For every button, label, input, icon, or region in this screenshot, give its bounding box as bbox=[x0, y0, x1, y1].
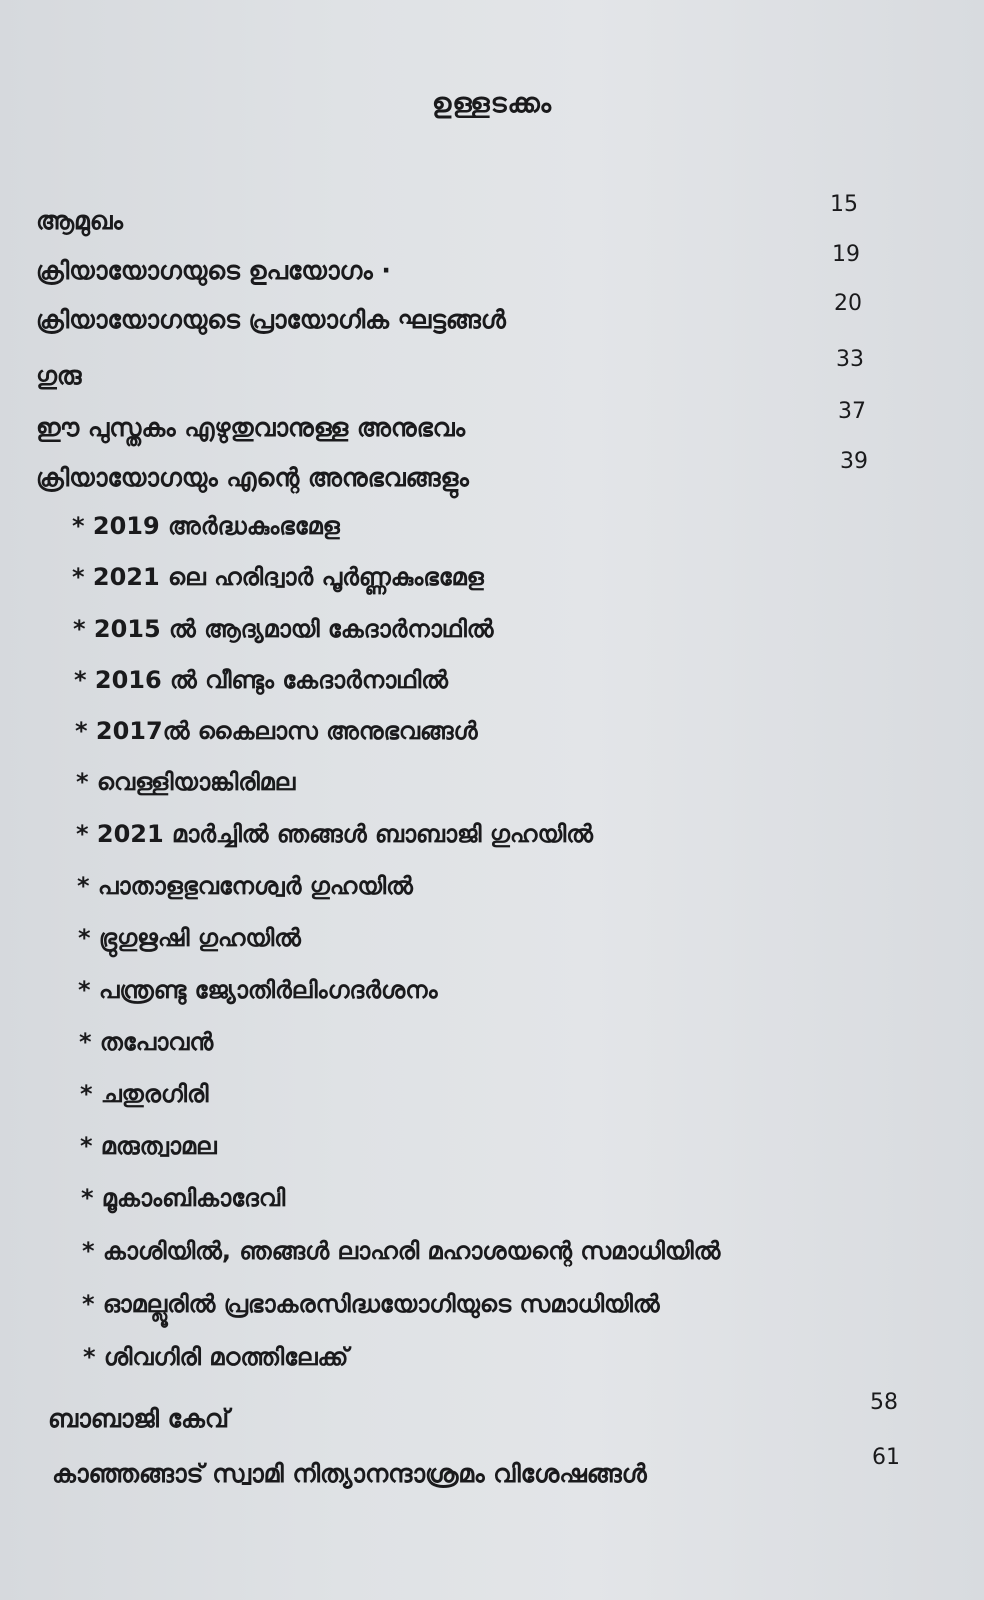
toc-entry-page: 19 bbox=[832, 242, 860, 267]
toc-subentry: * 2021 മാർച്ചിൽ ഞങ്ങൾ ബാബാജി ഗുഹയിൽ bbox=[76, 820, 593, 848]
toc-entry-title: ഗുരു bbox=[36, 361, 82, 390]
toc-entry-title: ആമുഖം bbox=[36, 206, 123, 235]
toc-subentry: * 2019 അർദ്ധകുംഭമേള bbox=[72, 512, 340, 540]
toc-entry bbox=[0, 449, 984, 503]
toc-subentry: * തപോവൻ bbox=[79, 1028, 214, 1056]
toc-subentry: * 2015 ൽ ആദ്യമായി കേദാർനാഥിൽ bbox=[73, 615, 494, 643]
toc-entry-title: കാഞ്ഞങ്ങാട് സ്വാമി നിത്യാനന്ദാശ്രമം വിശേഷങ്ങൾ bbox=[52, 1459, 647, 1488]
toc-entry-page: 33 bbox=[836, 347, 864, 372]
toc-subentry: * 2017ൽ കൈലാസ അനുഭവങ്ങൾ bbox=[75, 717, 478, 745]
toc-entry-page: 20 bbox=[834, 291, 862, 316]
toc-subentry: * ഭ്രുഗുഋഷി ഗുഹയിൽ bbox=[78, 924, 301, 952]
toc-entry-page: 58 bbox=[870, 1390, 898, 1415]
toc-entry-title: ക്രിയായോഗയുടെ പ്രായോഗിക ഘട്ടങ്ങൾ bbox=[36, 305, 506, 334]
toc-subentry: * 2016 ൽ വീണ്ടും കേദാർനാഥിൽ bbox=[74, 666, 448, 694]
toc-entry bbox=[0, 291, 984, 345]
toc-entry bbox=[0, 1445, 984, 1499]
toc-entry bbox=[0, 399, 984, 453]
toc-entry bbox=[0, 1390, 984, 1444]
toc-subentry: * ചതുരഗിരി bbox=[80, 1080, 209, 1108]
toc-subentry: * കാശിയിൽ, ഞങ്ങൾ ലാഹരി മഹാശയന്റെ സമാധിയിൽ bbox=[82, 1237, 721, 1265]
toc-subentry: * മൂകാംബികാദേവി bbox=[81, 1184, 286, 1212]
page-title: ഉള്ളടക്കം bbox=[431, 88, 553, 119]
toc-subentry: * ഓമല്ലൂരിൽ പ്രഭാകരസിദ്ധയോഗിയുടെ സമാധിയിൽ bbox=[82, 1290, 660, 1318]
toc-entry-page: 39 bbox=[840, 449, 868, 474]
toc-subentry: * പന്ത്രണ്ടു ജ്യോതിർലിംഗദർശനം bbox=[78, 976, 438, 1004]
toc-subentry: * ശിവഗിരി മഠത്തിലേക്ക് bbox=[83, 1343, 349, 1371]
toc-subentry: * വെള്ളിയാങ്കിരിമല bbox=[76, 768, 296, 796]
toc-entry bbox=[0, 347, 984, 401]
toc-entry bbox=[0, 192, 984, 246]
toc-entry-title: ക്രിയായോഗയും എന്റെ അനുഭവങ്ങളും bbox=[36, 463, 469, 492]
toc-entry-page: 37 bbox=[838, 399, 866, 424]
toc-subentry: * 2021 ലെ ഹരിദ്വാർ പൂർണ്ണകുംഭമേള bbox=[72, 563, 484, 591]
toc-subentry: * മരുത്വാമല bbox=[80, 1132, 217, 1160]
toc-entry-title: ബാബാജി കേവ് bbox=[48, 1404, 230, 1433]
toc-entry-title: ക്രിയായോഗയുടെ ഉപയോഗം · bbox=[36, 256, 391, 285]
toc-subentry: * പാതാളഭുവനേശ്വർ ഗുഹയിൽ bbox=[77, 872, 413, 900]
toc-entry-page: 15 bbox=[830, 192, 858, 217]
toc-entry bbox=[0, 242, 984, 296]
toc-entry-page: 61 bbox=[872, 1445, 900, 1470]
toc-entry-title: ഈ പുസ്തകം എഴുതുവാനുള്ള അനുഭവം bbox=[36, 413, 466, 442]
